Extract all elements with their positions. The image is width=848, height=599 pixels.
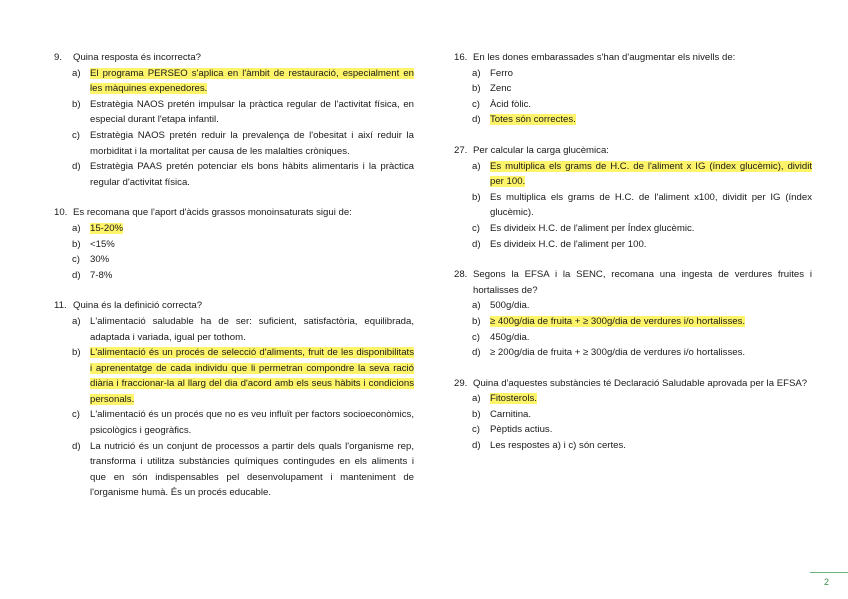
answer-option xyxy=(72,237,414,253)
answer-option xyxy=(472,314,812,330)
answer-option xyxy=(472,112,812,128)
option-label: d) xyxy=(72,440,81,452)
answer-option xyxy=(472,345,812,361)
answer-option xyxy=(472,391,812,407)
answer-option xyxy=(472,407,812,423)
question-header xyxy=(454,143,812,159)
option-text: Pèptids actius. xyxy=(490,424,553,436)
page-number: 2 xyxy=(824,577,830,587)
question-header xyxy=(54,50,414,66)
option-label: b) xyxy=(472,83,481,95)
question-text: Per calcular la carga glucèmica: xyxy=(473,144,609,156)
highlighted-answer: Totes són correctes. xyxy=(490,114,576,126)
answer-option xyxy=(72,345,414,407)
highlighted-answer: 15-20% xyxy=(90,222,124,234)
answer-option xyxy=(472,422,812,438)
answer-option xyxy=(472,97,812,113)
question-header xyxy=(454,376,812,392)
question-28 xyxy=(454,267,812,361)
option-text: Es divideix H.C. de l'aliment per 100. xyxy=(490,238,647,250)
answer-option xyxy=(72,66,414,97)
question-number: 28. xyxy=(454,269,468,281)
option-label: b) xyxy=(472,315,481,327)
highlighted-answer: El programa PERSEO s'aplica en l'àmbit de restauració, especialment en les màquines expenedores. xyxy=(90,67,414,95)
question-number: 16. xyxy=(454,52,468,63)
option-label: b) xyxy=(72,347,81,359)
question-text: Quina és la definició correcta? xyxy=(73,300,203,312)
answer-option xyxy=(472,81,812,97)
option-label: d) xyxy=(472,114,481,126)
option-label: c) xyxy=(472,222,480,234)
question-number: 9. xyxy=(54,52,63,63)
option-label: a) xyxy=(72,315,81,327)
option-label: d) xyxy=(472,347,481,359)
option-text: Les respostes a) i c) són certes. xyxy=(490,440,626,452)
question-29 xyxy=(454,376,812,454)
option-text: L'alimentació saludable ha de ser: suficient, satisfactòria, equilibrada, adaptada i variada, igual per tothom. xyxy=(90,315,414,343)
question-number: 29. xyxy=(454,377,468,389)
option-text: Es divideix H.C. de l'aliment per Índex glucèmic. xyxy=(490,222,695,234)
option-text: Estratègia NAOS pretén impulsar la pràctica regular de l'activitat física, en especial durant l'etapa infantil. xyxy=(90,98,414,126)
answer-option xyxy=(472,438,812,454)
option-label: c) xyxy=(72,254,80,266)
option-text: Ferro xyxy=(490,67,513,79)
option-label: d) xyxy=(72,269,81,281)
option-text: L'alimentació és un procés que no es veu influït per factors socioeconòmics, psicològics i geogràfics. xyxy=(90,409,414,437)
option-text-wrapper xyxy=(90,66,414,97)
question-text: Es recomana que l'aport d'àcids grassos monoinsaturats sigui de: xyxy=(73,207,352,219)
option-label: b) xyxy=(472,408,481,420)
option-label: a) xyxy=(472,300,481,312)
option-text-wrapper xyxy=(490,159,812,190)
option-label: a) xyxy=(472,393,481,405)
question-10 xyxy=(54,205,414,283)
answer-option xyxy=(72,439,414,501)
option-label: d) xyxy=(472,440,481,452)
option-text-wrapper xyxy=(490,391,812,407)
option-label: c) xyxy=(472,331,480,343)
option-text: 500g/dia. xyxy=(490,300,530,312)
question-header xyxy=(54,298,414,314)
option-text: Estratègia NAOS pretén reduir la prevalença de l'obesitat i així reduir la morbiditat i la mortalitat per causa de les malalties cròniques. xyxy=(90,129,414,157)
option-text: Estratègia PAAS pretén potenciar els bons hàbits alimentaris i la pràctica regular d'activitat física. xyxy=(90,161,414,188)
option-text: 7-8% xyxy=(90,269,113,281)
answer-option xyxy=(72,268,414,284)
option-label: c) xyxy=(472,424,480,436)
answer-option xyxy=(472,159,812,190)
highlighted-answer: L'alimentació és un procés de selecció d'aliments, fruit de les disponibilitats i aprenentatge de cada individu que li permetran compondre la seva ració diària i fraccionar-la al llarg del dia d'acord amb els seus hàbits i condicions personals. xyxy=(90,347,414,405)
answer-option xyxy=(472,66,812,82)
answer-option xyxy=(72,128,414,159)
question-text: Segons la EFSA i la SENC, recomana una ingesta de verdures fruites i hortalisses de? xyxy=(473,269,812,296)
option-label: a) xyxy=(472,67,481,79)
answer-option xyxy=(472,221,812,237)
option-text: Àcid fòlic. xyxy=(490,98,532,110)
option-text: La nutrició és un conjunt de processos a partir dels quals l'organisme rep, transforma i utilitza substàncies químiques contingudes en els aliments i que en són indispensables pel desenvolupament i manteniment de l'organisme humà. És un procés educable. xyxy=(90,440,414,499)
answer-option xyxy=(72,159,414,190)
option-text: <15% xyxy=(90,238,115,250)
option-label: a) xyxy=(472,160,481,172)
question-text: Quina resposta és incorrecta? xyxy=(73,52,201,63)
question-9 xyxy=(54,50,414,190)
option-text: 450g/dia. xyxy=(490,331,530,343)
option-text: Es multiplica els grams de H.C. de l'aliment x100, dividit per IG (índex glucèmic). xyxy=(490,191,812,219)
option-text-wrapper xyxy=(490,112,812,128)
question-header xyxy=(54,205,414,221)
option-text: ≥ 200g/dia de fruita + ≥ 300g/dia de verdures i/o hortalisses. xyxy=(490,347,746,359)
answer-option xyxy=(72,252,414,268)
option-text-wrapper xyxy=(90,345,414,407)
option-label: b) xyxy=(72,238,81,250)
option-text: Carnitina. xyxy=(490,408,532,420)
option-text: 30% xyxy=(90,254,110,266)
answer-option xyxy=(472,298,812,314)
option-label: d) xyxy=(472,238,481,250)
option-label: c) xyxy=(472,98,480,110)
question-27 xyxy=(454,143,812,252)
question-number: 11. xyxy=(54,300,67,312)
option-label: c) xyxy=(72,129,80,141)
option-label: d) xyxy=(72,161,81,173)
option-label: b) xyxy=(72,98,81,110)
question-header xyxy=(454,267,812,298)
option-label: a) xyxy=(72,222,81,234)
right-column xyxy=(454,50,812,469)
answer-option xyxy=(472,330,812,346)
option-text-wrapper xyxy=(90,221,414,237)
option-text-wrapper xyxy=(490,314,812,330)
option-text: Zenc xyxy=(490,83,512,95)
option-label: a) xyxy=(72,67,81,79)
question-number: 10. xyxy=(54,207,68,219)
left-column xyxy=(54,50,414,516)
question-11 xyxy=(54,298,414,501)
answer-option xyxy=(472,237,812,253)
answer-option xyxy=(72,314,414,345)
question-header xyxy=(454,50,812,66)
question-16 xyxy=(454,50,812,128)
highlighted-answer: Es multiplica els grams de H.C. de l'aliment x IG (índex glucèmic), dividit per 100. xyxy=(490,160,812,188)
question-text: En les dones embarassades s'han d'augmentar els nivells de: xyxy=(473,52,736,63)
option-label: c) xyxy=(72,409,80,421)
footer-divider xyxy=(810,572,848,573)
question-number: 27. xyxy=(454,144,468,156)
answer-option xyxy=(72,97,414,128)
answer-option xyxy=(472,190,812,221)
answer-option xyxy=(72,221,414,237)
answer-option xyxy=(72,407,414,438)
option-label: b) xyxy=(472,191,481,203)
highlighted-answer: ≥ 400g/dia de fruita + ≥ 300g/dia de verdures i/o hortalisses. xyxy=(490,315,746,327)
question-text: Quina d'aquestes substàncies té Declaració Saludable aprovada per la EFSA? xyxy=(473,377,808,389)
highlighted-answer: Fitosterols. xyxy=(490,393,537,405)
